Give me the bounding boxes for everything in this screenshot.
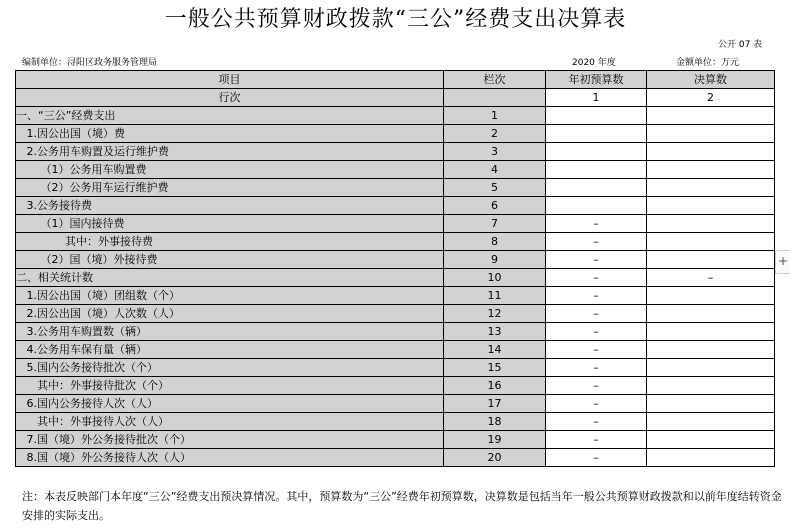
budget-cell[interactable]: – bbox=[546, 251, 647, 269]
budget-cell[interactable] bbox=[546, 107, 647, 125]
final-cell[interactable] bbox=[647, 413, 775, 431]
row-label: （2）公务用车运行维护费 bbox=[16, 179, 444, 197]
budget-cell[interactable] bbox=[546, 125, 647, 143]
row-number: 20 bbox=[444, 449, 546, 467]
final-cell[interactable] bbox=[647, 125, 775, 143]
page-title: 一般公共预算财政拨款“三公”经费支出决算表 bbox=[164, 7, 627, 32]
budget-cell[interactable]: – bbox=[546, 341, 647, 359]
final-cell[interactable] bbox=[647, 359, 775, 377]
table-row bbox=[16, 143, 775, 161]
table-row bbox=[16, 287, 775, 305]
amount-unit: 金额单位：万元 bbox=[676, 58, 740, 68]
row-number: 12 bbox=[444, 305, 546, 323]
table-row bbox=[16, 107, 775, 125]
table-row bbox=[16, 431, 775, 449]
table-row bbox=[16, 197, 775, 215]
budget-cell[interactable]: – bbox=[546, 233, 647, 251]
row-label: 一、“三公”经费支出 bbox=[16, 107, 444, 125]
budget-cell[interactable]: – bbox=[546, 215, 647, 233]
row-number: 13 bbox=[444, 323, 546, 341]
final-cell[interactable] bbox=[647, 395, 775, 413]
compiling-unit: 编制单位：浔阳区政务服务管理局 bbox=[22, 58, 158, 68]
header-final: 决算数 bbox=[647, 71, 775, 89]
row-label: （2）国（境）外接待费 bbox=[16, 251, 444, 269]
final-cell[interactable] bbox=[647, 287, 775, 305]
budget-cell[interactable]: – bbox=[546, 359, 647, 377]
row-label: 8.国（境）外公务接待人次（人） bbox=[16, 449, 444, 467]
row-number: 15 bbox=[444, 359, 546, 377]
final-cell[interactable] bbox=[647, 233, 775, 251]
budget-cell[interactable] bbox=[546, 161, 647, 179]
table-row bbox=[16, 395, 775, 413]
footnote: 注：本表反映部门本年度“三公”经费支出预决算情况。其中，预算数为“三公”经费年初预算数，决算数是包括当年一般公共预算财政拨款和以前年度结转资金安排的实际支出。 bbox=[22, 490, 782, 522]
budget-col-number: 1 bbox=[546, 89, 647, 107]
header-budget: 年初预算数 bbox=[546, 71, 647, 89]
budget-cell[interactable]: – bbox=[546, 323, 647, 341]
row-number: 11 bbox=[444, 287, 546, 305]
row-number: 2 bbox=[444, 125, 546, 143]
form-number: 公开 07 表 bbox=[718, 40, 763, 50]
final-cell[interactable]: – bbox=[647, 269, 775, 287]
row-label: 3.公务接待费 bbox=[16, 197, 444, 215]
row-number: 17 bbox=[444, 395, 546, 413]
final-col-number: 2 bbox=[647, 89, 775, 107]
row-label: （1）国内接待费 bbox=[16, 215, 444, 233]
final-cell[interactable] bbox=[647, 251, 775, 269]
table-row bbox=[16, 161, 775, 179]
budget-cell[interactable]: – bbox=[546, 287, 647, 305]
row-label: 其中：外事接待费 bbox=[16, 233, 444, 251]
final-cell[interactable] bbox=[647, 377, 775, 395]
table-row bbox=[16, 215, 775, 233]
row-label-blank bbox=[444, 89, 546, 107]
table-row bbox=[16, 251, 775, 269]
table-row bbox=[16, 269, 775, 287]
row-number: 3 bbox=[444, 143, 546, 161]
row-label: 6.国内公务接待人次（人） bbox=[16, 395, 444, 413]
table-row bbox=[16, 125, 775, 143]
table-row bbox=[16, 377, 775, 395]
row-label: 5.国内公务接待批次（个） bbox=[16, 359, 444, 377]
header-col-number: 栏次 bbox=[444, 71, 546, 89]
row-label: 1.因公出国（境）团组数（个） bbox=[16, 287, 444, 305]
row-label: 二、相关统计数 bbox=[16, 269, 444, 287]
row-number: 7 bbox=[444, 215, 546, 233]
row-label: 7.国（境）外公务接待批次（个） bbox=[16, 431, 444, 449]
row-number: 8 bbox=[444, 233, 546, 251]
row-number: 1 bbox=[444, 107, 546, 125]
row-label-header: 行次 bbox=[16, 89, 444, 107]
final-cell[interactable] bbox=[647, 323, 775, 341]
budget-cell[interactable]: – bbox=[546, 449, 647, 467]
header-row bbox=[16, 71, 775, 89]
row-number: 10 bbox=[444, 269, 546, 287]
header-item: 项目 bbox=[16, 71, 444, 89]
budget-cell[interactable] bbox=[546, 143, 647, 161]
final-cell[interactable] bbox=[647, 197, 775, 215]
fiscal-year: 2020 年度 bbox=[572, 58, 616, 68]
row-number: 6 bbox=[444, 197, 546, 215]
final-cell[interactable] bbox=[647, 107, 775, 125]
row-label: 3.公务用车购置数（辆） bbox=[16, 323, 444, 341]
final-cell[interactable] bbox=[647, 215, 775, 233]
table-row bbox=[16, 233, 775, 251]
budget-cell[interactable]: – bbox=[546, 377, 647, 395]
row-label: 其中：外事接待人次（人） bbox=[16, 413, 444, 431]
row-label: 2.公务用车购置及运行维护费 bbox=[16, 143, 444, 161]
final-cell[interactable] bbox=[647, 341, 775, 359]
table-row bbox=[16, 449, 775, 467]
final-cell[interactable] bbox=[647, 161, 775, 179]
row-label: 4.公务用车保有量（辆） bbox=[16, 341, 444, 359]
budget-cell[interactable]: – bbox=[546, 431, 647, 449]
final-cell[interactable] bbox=[647, 431, 775, 449]
table-row bbox=[16, 341, 775, 359]
budget-cell[interactable] bbox=[546, 179, 647, 197]
table-row bbox=[16, 323, 775, 341]
row-number: 9 bbox=[444, 251, 546, 269]
row-number: 14 bbox=[444, 341, 546, 359]
budget-cell[interactable]: – bbox=[546, 395, 647, 413]
table-row bbox=[16, 305, 775, 323]
row-number: 5 bbox=[444, 179, 546, 197]
final-cell[interactable] bbox=[647, 143, 775, 161]
row-label: 其中：外事接待批次（个） bbox=[16, 377, 444, 395]
final-cell[interactable] bbox=[647, 179, 775, 197]
row-number: 16 bbox=[444, 377, 546, 395]
row-label: 2.因公出国（境）人次数（人） bbox=[16, 305, 444, 323]
table-row bbox=[16, 359, 775, 377]
row-number: 4 bbox=[444, 161, 546, 179]
table-row bbox=[16, 179, 775, 197]
row-number-row bbox=[16, 89, 775, 107]
budget-cell[interactable]: – bbox=[546, 413, 647, 431]
budget-cell[interactable]: – bbox=[546, 305, 647, 323]
budget-cell[interactable] bbox=[546, 197, 647, 215]
expenditure-table bbox=[15, 70, 775, 467]
row-number: 18 bbox=[444, 413, 546, 431]
expand-plus-icon[interactable]: + bbox=[775, 250, 790, 274]
table-row bbox=[16, 413, 775, 431]
row-label: （1）公务用车购置费 bbox=[16, 161, 444, 179]
budget-cell[interactable]: – bbox=[546, 269, 647, 287]
row-number: 19 bbox=[444, 431, 546, 449]
final-cell[interactable] bbox=[647, 449, 775, 467]
final-cell[interactable] bbox=[647, 305, 775, 323]
row-label: 1.因公出国（境）费 bbox=[16, 125, 444, 143]
